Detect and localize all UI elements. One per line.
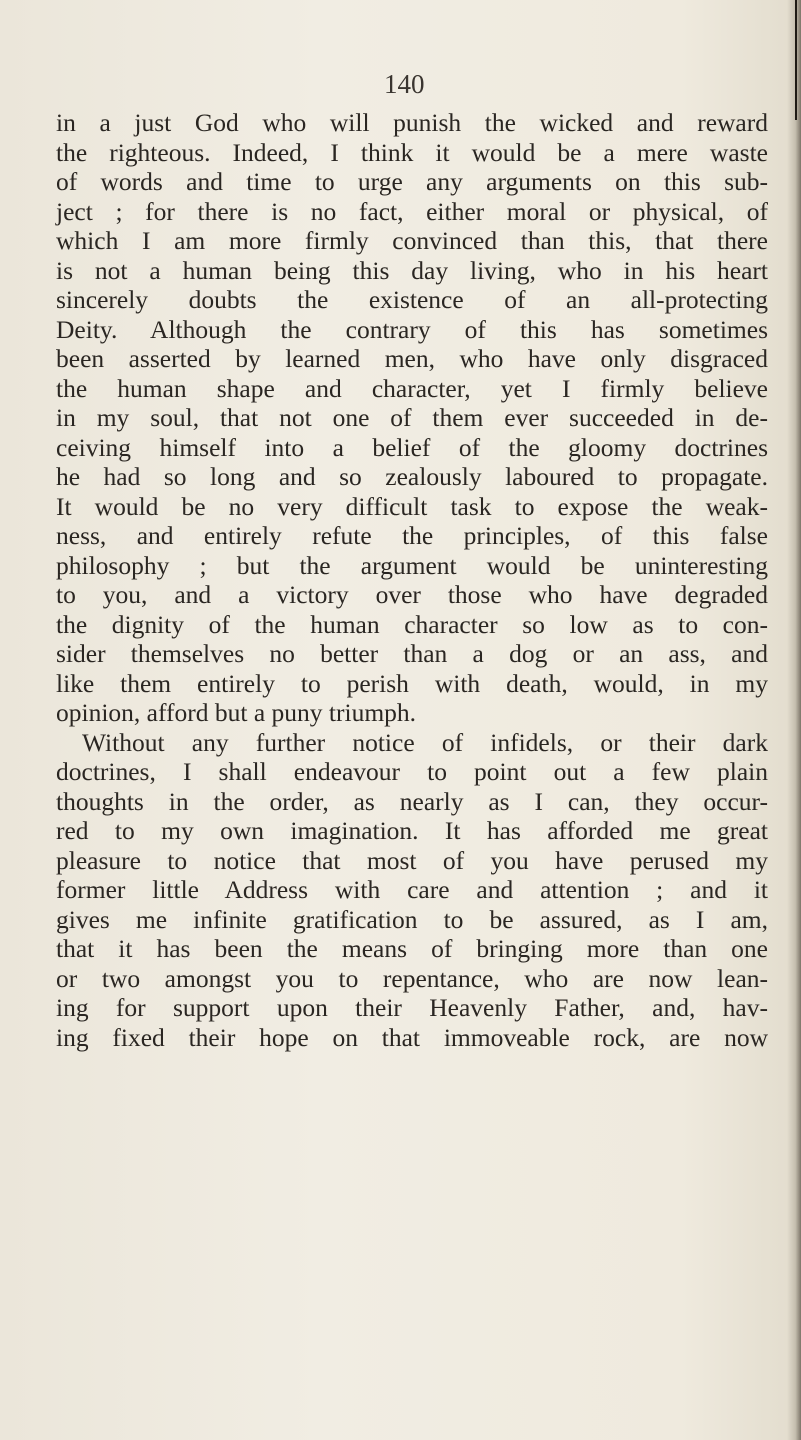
text-line: pleasure to notice that most of you have perused my (56, 845, 768, 875)
body-text (56, 108, 768, 1052)
text-line: philosophy ; but the argument would be uninteresting (56, 550, 768, 580)
text-line: the righteous. Indeed, I think it would be a mere waste (56, 137, 768, 167)
text-line: ject ; for there is no fact, either moral or physical, of (56, 196, 768, 226)
text-line: opinion, afford but a puny triumph. (56, 698, 417, 727)
text-line: ceiving himself into a belief of the gloomy doctrines (56, 432, 768, 462)
page-edge-shadow (787, 0, 801, 1440)
text-line: gives me infinite gratification to be assured, as I am, (56, 904, 768, 934)
text-line: which I am more firmly convinced than this, that there (56, 226, 768, 255)
text-line: former little Address with care and attention ; and it (56, 875, 768, 904)
text-line: is not a human being this day living, who in his heart (56, 255, 768, 285)
text-line: thoughts in the order, as nearly as I can, they occur- (56, 786, 768, 816)
text-line: red to my own imagination. It has afforded me great (56, 816, 768, 845)
text-line: sincerely doubts the existence of an all-protecting (56, 285, 768, 314)
text-line: sider themselves no better than a dog or an ass, and (56, 639, 768, 668)
text-line: in my soul, that not one of them ever succeeded in de- (56, 403, 768, 432)
text-line: to you, and a victory over those who have degraded (56, 580, 768, 609)
text-line: the human shape and character, yet I firmly believe (56, 373, 768, 403)
text-line: Deity. Although the contrary of this has sometimes (56, 314, 768, 344)
text-line: like them entirely to perish with death, would, in my (56, 668, 768, 698)
text-line: in a just God who will punish the wicked and reward (56, 108, 768, 137)
text-line: ing for support upon their Heavenly Father, and, hav- (56, 993, 768, 1022)
text-line: Without any further notice of infidels, or their dark (82, 727, 768, 757)
text-line: he had so long and so zealously laboured to propagate. (56, 462, 768, 491)
text-line: of words and time to urge any arguments on this sub- (56, 167, 768, 196)
text-line: that it has been the means of bringing more than one (56, 934, 768, 963)
text-line: been asserted by learned men, who have only disgraced (56, 344, 768, 373)
text-line: It would be no very difficult task to expose the weak- (56, 491, 768, 521)
page-edge-line (795, 0, 797, 120)
text-line: doctrines, I shall endeavour to point out a few plain (56, 757, 768, 786)
text-line: ing fixed their hope on that immoveable rock, are now (56, 1022, 768, 1052)
page-number: 140 (384, 69, 425, 99)
text-line: or two amongst you to repentance, who are now lean- (56, 963, 768, 993)
text-line: the dignity of the human character so low as to con- (56, 609, 768, 639)
text-line: ness, and entirely refute the principles, of this false (56, 521, 768, 550)
